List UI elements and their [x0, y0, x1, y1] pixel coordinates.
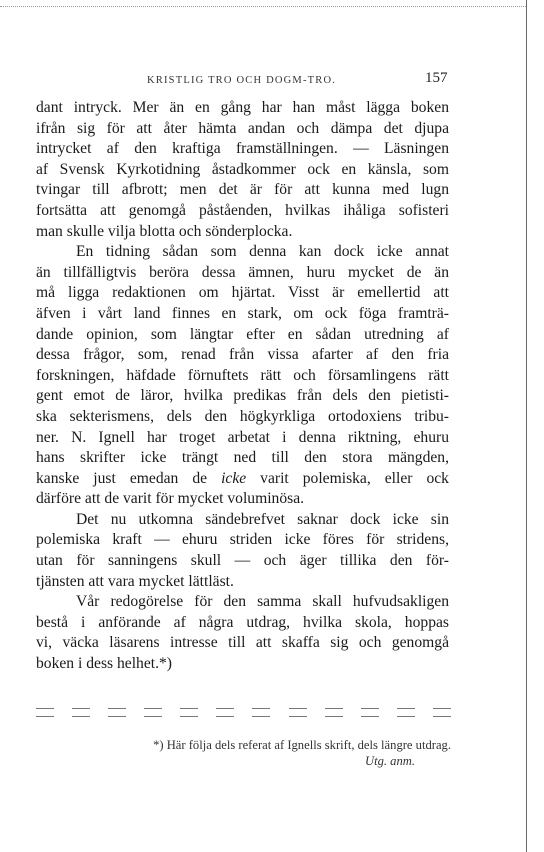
- text-line: äfven i vårt land finnes en stark, om ock föga framträ-: [36, 304, 449, 322]
- text-line: dant intryck. Mer än en gång har han måst lägga boken: [36, 99, 449, 116]
- text-line: dande opinion, som längtar efter en sådan utredning af: [36, 325, 449, 343]
- top-dotted-rule: [0, 6, 526, 7]
- divider-dash: [72, 708, 90, 717]
- page-edge-line: [526, 0, 527, 852]
- divider-dash: [108, 708, 126, 717]
- text-line: polemiska kraft — ehuru striden icke föres för stridens,: [36, 531, 449, 549]
- text-line: än tillfälligtvis beröra dessa ämnen, huru mycket de än: [36, 263, 449, 281]
- text-line: dessa frågor, som, renad från vissa afarter af den fria: [36, 346, 449, 364]
- footnote: [36, 737, 451, 769]
- divider-dash: [361, 708, 379, 717]
- text-line: fortsätta att genomgå påståenden, hvilkas ihåliga sofisteri: [36, 201, 449, 219]
- text-line: forskningen, häfdade förnuftets rätt och församlingens rätt: [36, 366, 449, 384]
- paragraph-2: [36, 242, 449, 510]
- footnote-divider: [36, 708, 451, 718]
- text-segment: kanske just emedan de: [36, 469, 222, 487]
- text-line: hans skrifter icke trängt ned till den stora mängden,: [36, 449, 449, 467]
- footnote-signature: Utg. anm.: [364, 754, 415, 768]
- text-line: intrycket af den kraftiga framställningen. — Läsningen: [36, 140, 449, 158]
- text-line: ska sekterismens, dels den högkyrkliga ortodoxiens tribu-: [36, 407, 449, 425]
- text-line: boken i dess helhet.*): [36, 655, 172, 673]
- text-line: Det nu utkomna sändebrefvet saknar dock icke sin: [76, 510, 449, 528]
- running-head: KRISTLIG TRO OCH DOGM-TRO.: [147, 75, 337, 86]
- page-number: 157: [425, 70, 448, 86]
- text-line: Vår redogörelse för den samma skall hufvudsakligen: [76, 593, 449, 611]
- text-line: ifrån sig för att åter hämta andan och dämpa det djupa: [36, 119, 449, 137]
- footnote-text: *) Här följa dels referat af Ignells skrift, dels längre utdrag.: [153, 738, 451, 752]
- text-segment: varit polemiska, eller ock: [246, 469, 449, 487]
- text-line: må ligga redaktionen om hjärtat. Visst är emellertid att: [36, 284, 449, 302]
- divider-dash: [180, 708, 198, 717]
- text-line: tvingar till afbrott; men det är för att kunna med lugn: [36, 181, 449, 199]
- text-line: ner. N. Ignell har troget arbetat i denna riktning, ehuru: [36, 428, 449, 446]
- paragraph-4: [36, 592, 449, 674]
- paragraph-3: [36, 510, 449, 592]
- text-line: En tidning sådan som denna kan dock icke annat: [76, 243, 449, 261]
- divider-dash: [216, 708, 234, 717]
- text-line: gent emot de läror, hvilka predikas från dels den pietisti-: [36, 387, 449, 405]
- text-line: utan för sanningens skull — och äger tillika den för-: [36, 552, 449, 570]
- divider-dash: [144, 708, 162, 717]
- text-line: därföre att de varit för mycket voluminösa.: [36, 490, 305, 508]
- divider-dash: [289, 708, 307, 717]
- body-text: [36, 98, 449, 675]
- text-line-with-italic: [36, 469, 449, 490]
- text-line: man skulle vilja blotta och sönderplocka.: [36, 222, 293, 240]
- divider-dash: [36, 708, 54, 717]
- divider-dash: [325, 708, 343, 717]
- paragraph-1: [36, 98, 449, 242]
- text-line: tjänsten att vara mycket lättläst.: [36, 572, 234, 590]
- text-line: af Svensk Kyrkotidning åstadkommer ock en känsla, som: [36, 160, 449, 178]
- text-line: vi, väcka läsarens intresse till att skaffa sig och genomgå: [36, 634, 449, 652]
- divider-dash: [433, 708, 451, 717]
- divider-dash: [397, 708, 415, 717]
- divider-dash: [252, 708, 270, 717]
- text-line: bestå i anförande af några utdrag, hvilka skola, hoppas: [36, 613, 449, 631]
- italic-word: icke: [221, 469, 247, 487]
